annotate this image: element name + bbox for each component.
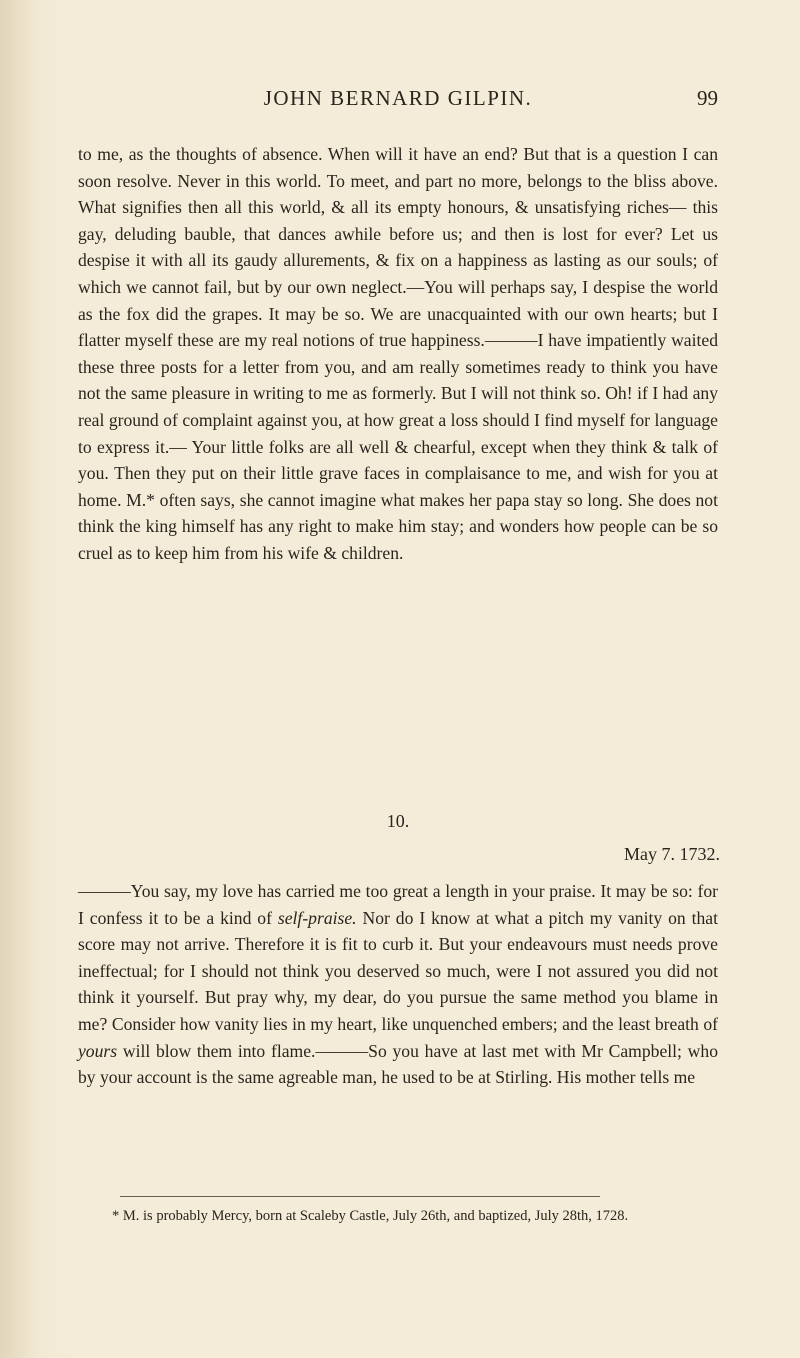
emphasis-self-praise: self-praise. (277, 907, 357, 928)
paragraph-continued: to me, as the thoughts of absence. When will it have an end? But that is a question I can soon resolve. Never in this world. To meet, and part no more, belongs to the bliss above. What signifies then all this world, & all its empty honours, & unsatisfying riches— this gay, deluding bauble, that dances awhile before us; and then is lost for ever? Let us despise it with all its gaudy allurements, & fix on a happiness as lasting as our souls; of which we cannot fail, but by our own neglect.—You will perhaps say, I despise the world as the fox did the grapes. It may be so. We are unacquainted with our own hearts; but I flatter myself these are my real notions of true happiness.———I have impatiently waited these three posts for a letter from you, and am really sometimes ready to think you have not the same pleasure in writing to me as formerly. But I will not think so. Oh! if I had any real ground of complaint against you, at how great a loss should I find myself for language to express it.— Your little folks are all well & chearful, except when they think & talk of you. Then they put on their little grave faces in complaisance to me, and wish for you at home. M.* often says, she cannot imagine what makes her papa stay so long. She does not think the king himself has any right to make him stay; and wonders how people can be so cruel as to keep him from his wife & children. (78, 144, 718, 563)
letter-number: 10. (386, 811, 410, 831)
running-head-title: JOHN BERNARD GILPIN. (263, 86, 533, 110)
letter-paragraph (78, 878, 718, 1091)
letter-text-lead: ———You say, my love has carried me too great a length in your praise. It may be so: for I confess it to be a kind of (78, 881, 718, 928)
footnote-rule (120, 1196, 600, 1197)
letter-text-tail: will blow them into flame.———So you have at last met with Mr Campbell; who by your account is the same agreable man, he used to be at Stirling. His mother tells me (78, 1040, 718, 1088)
footnote: * M. is probably Mercy, born at Scaleby Castle, July 26th, and baptized, July 28th, 1728. (112, 1208, 629, 1224)
letter-date: May 7. 1732. (624, 844, 720, 864)
emphasis-yours: yours (78, 1040, 118, 1061)
letter-text-mid: Nor do I know at what a pitch my vanity on that score may not arrive. Therefore it is fit to curb it. But your endeavours must needs prove ineffectual; for I should not think you deserved so much, were I not assured you did not think it yourself. But pray why, my dear, do you pursue the same method you blame in me? Consider how vanity lies in my heart, like unquenched embers; and the least breath of (78, 907, 718, 1034)
body-text-letter (78, 878, 718, 1091)
body-text-top (78, 141, 718, 567)
page-number: 99 (697, 86, 718, 110)
running-head (78, 86, 718, 116)
